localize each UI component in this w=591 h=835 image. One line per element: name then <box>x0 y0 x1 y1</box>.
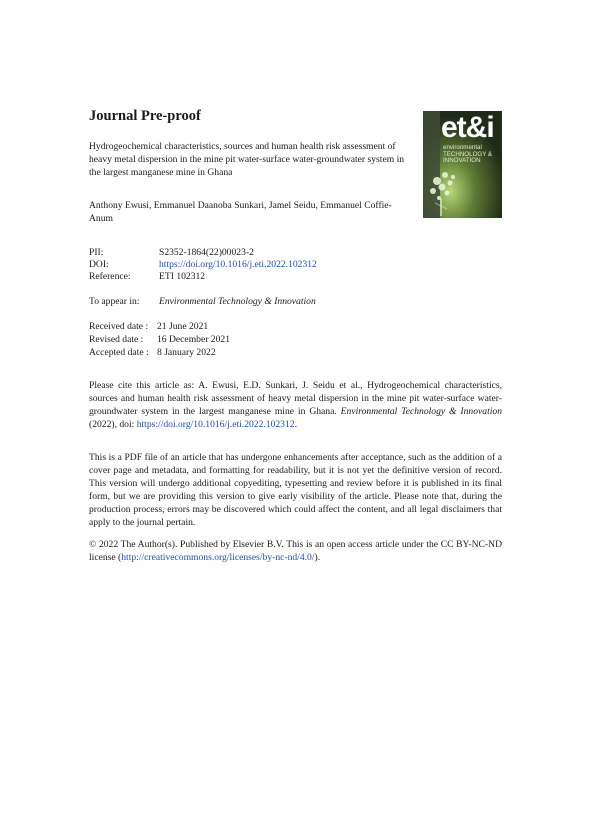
cover-logo: et&i <box>441 111 494 144</box>
appear-value <box>159 296 316 308</box>
notice-paragraph: This is a PDF file of an article that has undergone enhancements after acceptance, such as the addition of a cover page and metadata, and formatting for readability, but it is not yet the definitive version of record. This version will undergo additional copyediting, typesetting and review before it is published in its final form, but we are providing this version to give early visibility of the article. Please note that, during the production process, errors may be discovered which could affect the content, and all legal disclaimers that apply to the journal pertain. <box>89 452 502 528</box>
citation-doi-link[interactable]: https://doi.org/10.1016/j.eti.2022.102312 <box>136 418 295 430</box>
article-authors: Anthony Ewusi, Emmanuel Daanoba Sunkari, Jamel Seidu, Emmanuel Coffie-Anum <box>89 200 392 225</box>
reference-label: Reference: <box>89 271 131 282</box>
received-value: 21 June 2021 <box>157 321 209 332</box>
article-title: Hydrogeochemical characteristics, sources and human health risk assessment of heavy metal dispersion in the mine pit water-surface water-groundwater system in the largest manganese mine in Ghana <box>89 141 405 179</box>
doi-link[interactable]: https://doi.org/10.1016/j.eti.2022.102312 <box>159 259 317 270</box>
license-link[interactable]: http://creativecommons.org/licenses/by-nc-nd/4.0/ <box>121 551 315 563</box>
journal-cover <box>423 111 502 218</box>
received-label: Received date : <box>89 321 149 332</box>
citation-middle: (2022), doi: <box>89 418 137 430</box>
citation-journal: Environmental Technology & Innovation <box>340 405 502 417</box>
revised-label: Revised date : <box>89 334 144 345</box>
cover-subtitle: environmental TECHNOLOGY & INNOVATION <box>443 144 493 165</box>
license-paragraph <box>89 539 502 565</box>
accepted-label: Accepted date : <box>89 347 149 358</box>
appear-label: To appear in: <box>89 296 140 307</box>
citation-suffix: . <box>294 418 297 430</box>
journal-name: Environmental Technology & Innovation <box>159 296 316 307</box>
page-heading: Journal Pre-proof <box>89 108 201 124</box>
citation-text: Please cite this article as: A. Ewusi, E.D. Sunkari, J. Seidu et al., Hydrogeochemical characteristics, sources and human health risk assessment of heavy metal dispersion in the mine pit water-surface water-groundwater system in the largest manganese mine in Ghana. <box>89 380 502 417</box>
pii-label: PII: <box>89 247 104 258</box>
license-suffix: ). <box>314 551 321 563</box>
revised-value: 16 December 2021 <box>157 334 230 345</box>
doi-label: DOI: <box>89 259 109 270</box>
license-text: © 2022 The Author(s). Published by Elsevier B.V. This is an open access article under the CC BY-NC-ND license ( <box>89 539 502 563</box>
citation-paragraph <box>89 380 502 432</box>
reference-value: ETI 102312 <box>159 271 206 282</box>
accepted-value: 8 January 2022 <box>157 347 216 358</box>
pii-value: S2352-1864(22)00023-2 <box>159 247 254 258</box>
